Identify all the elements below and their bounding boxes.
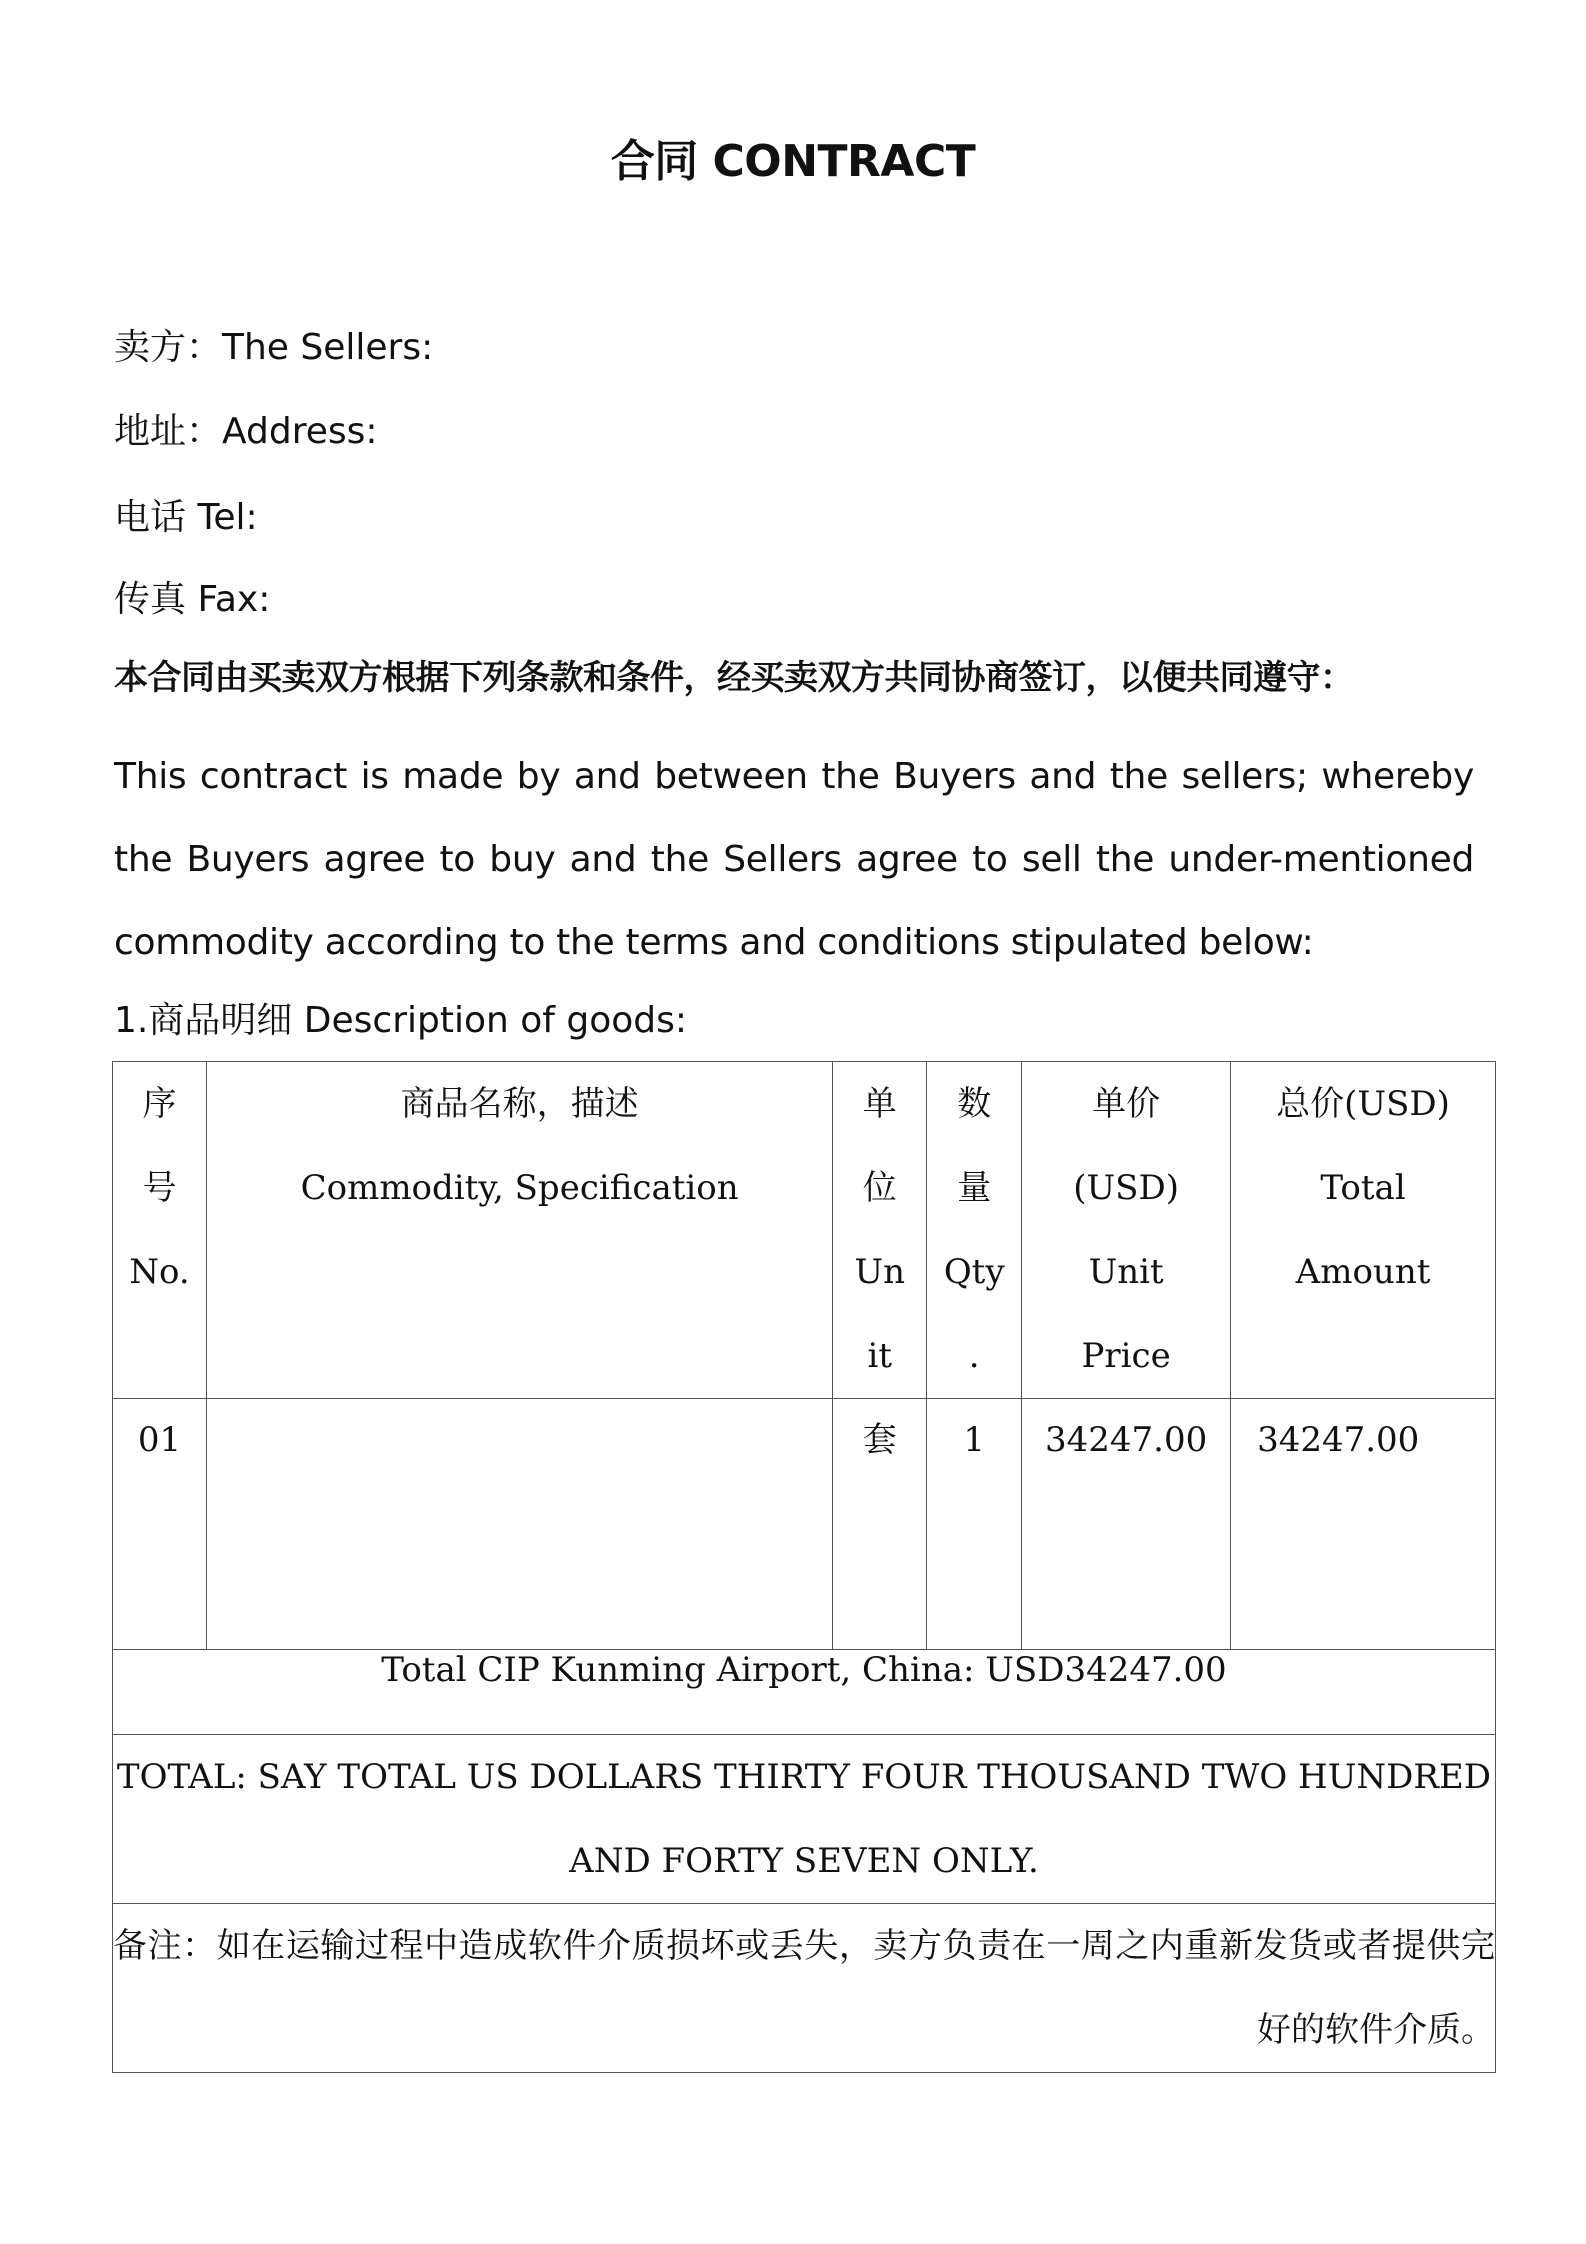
cell-no: 01 — [113, 1399, 207, 1650]
intro-english: This contract is made by and between the Buyers and the sellers; whereby the Buyers agree to buy and the Sellers agree to sell the under-mentioned commodity according to the terms and conditions stipulated below: — [114, 756, 1474, 963]
cell-commodity — [206, 1399, 832, 1650]
cell-unit-price: 34247.00 — [1022, 1399, 1231, 1650]
say-total-text: TOTAL: SAY TOTAL US DOLLARS THIRTY FOUR THOUSAND TWO HUNDRED AND FORTY SEVEN ONLY. — [113, 1735, 1496, 1904]
address-label: 地址：Address: — [114, 411, 378, 452]
header-unit: 单 位 Un it — [833, 1062, 927, 1399]
header-no: 序 号 No. — [113, 1062, 207, 1399]
note-cell — [113, 1904, 1496, 2073]
header-qty: 数 量 Qty . — [927, 1062, 1022, 1399]
fax-label: 传真 Fax: — [114, 579, 271, 620]
header-commodity: 商品名称，描述 Commodity, Specification — [206, 1062, 832, 1399]
header-unit-price: 单价 (USD) Unit Price — [1022, 1062, 1231, 1399]
note-row — [113, 1904, 1496, 2073]
total-cip-text: Total CIP Kunming Airport, China: USD34247.00 — [113, 1650, 1496, 1735]
seller-label: 卖方：The Sellers: — [114, 327, 434, 368]
cell-total: 34247.00 — [1231, 1399, 1496, 1650]
note-text: 备注：如在运输过程中造成软件介质损坏或丢失，卖方负责在一周之内重新发货或者提供完好的软件介质。 — [113, 1926, 1495, 2050]
table-row — [113, 1399, 1496, 1650]
header-total-amount: 总价(USD) Total Amount — [1231, 1062, 1496, 1399]
total-cip-row — [113, 1650, 1496, 1735]
cell-unit: 套 — [833, 1399, 927, 1650]
page-title: 合同 CONTRACT — [610, 136, 976, 187]
tel-label: 电话 Tel: — [114, 497, 258, 538]
table-header-row — [113, 1062, 1496, 1399]
intro-chinese: 本合同由买卖双方根据下列条款和条件，经买卖双方共同协商签订，以便共同遵守： — [114, 658, 1354, 698]
say-total-row — [113, 1735, 1496, 1904]
cell-qty: 1 — [927, 1399, 1022, 1650]
goods-table — [112, 1061, 1496, 2073]
section-heading-goods: 1.商品明细 Description of goods: — [114, 1000, 688, 1041]
